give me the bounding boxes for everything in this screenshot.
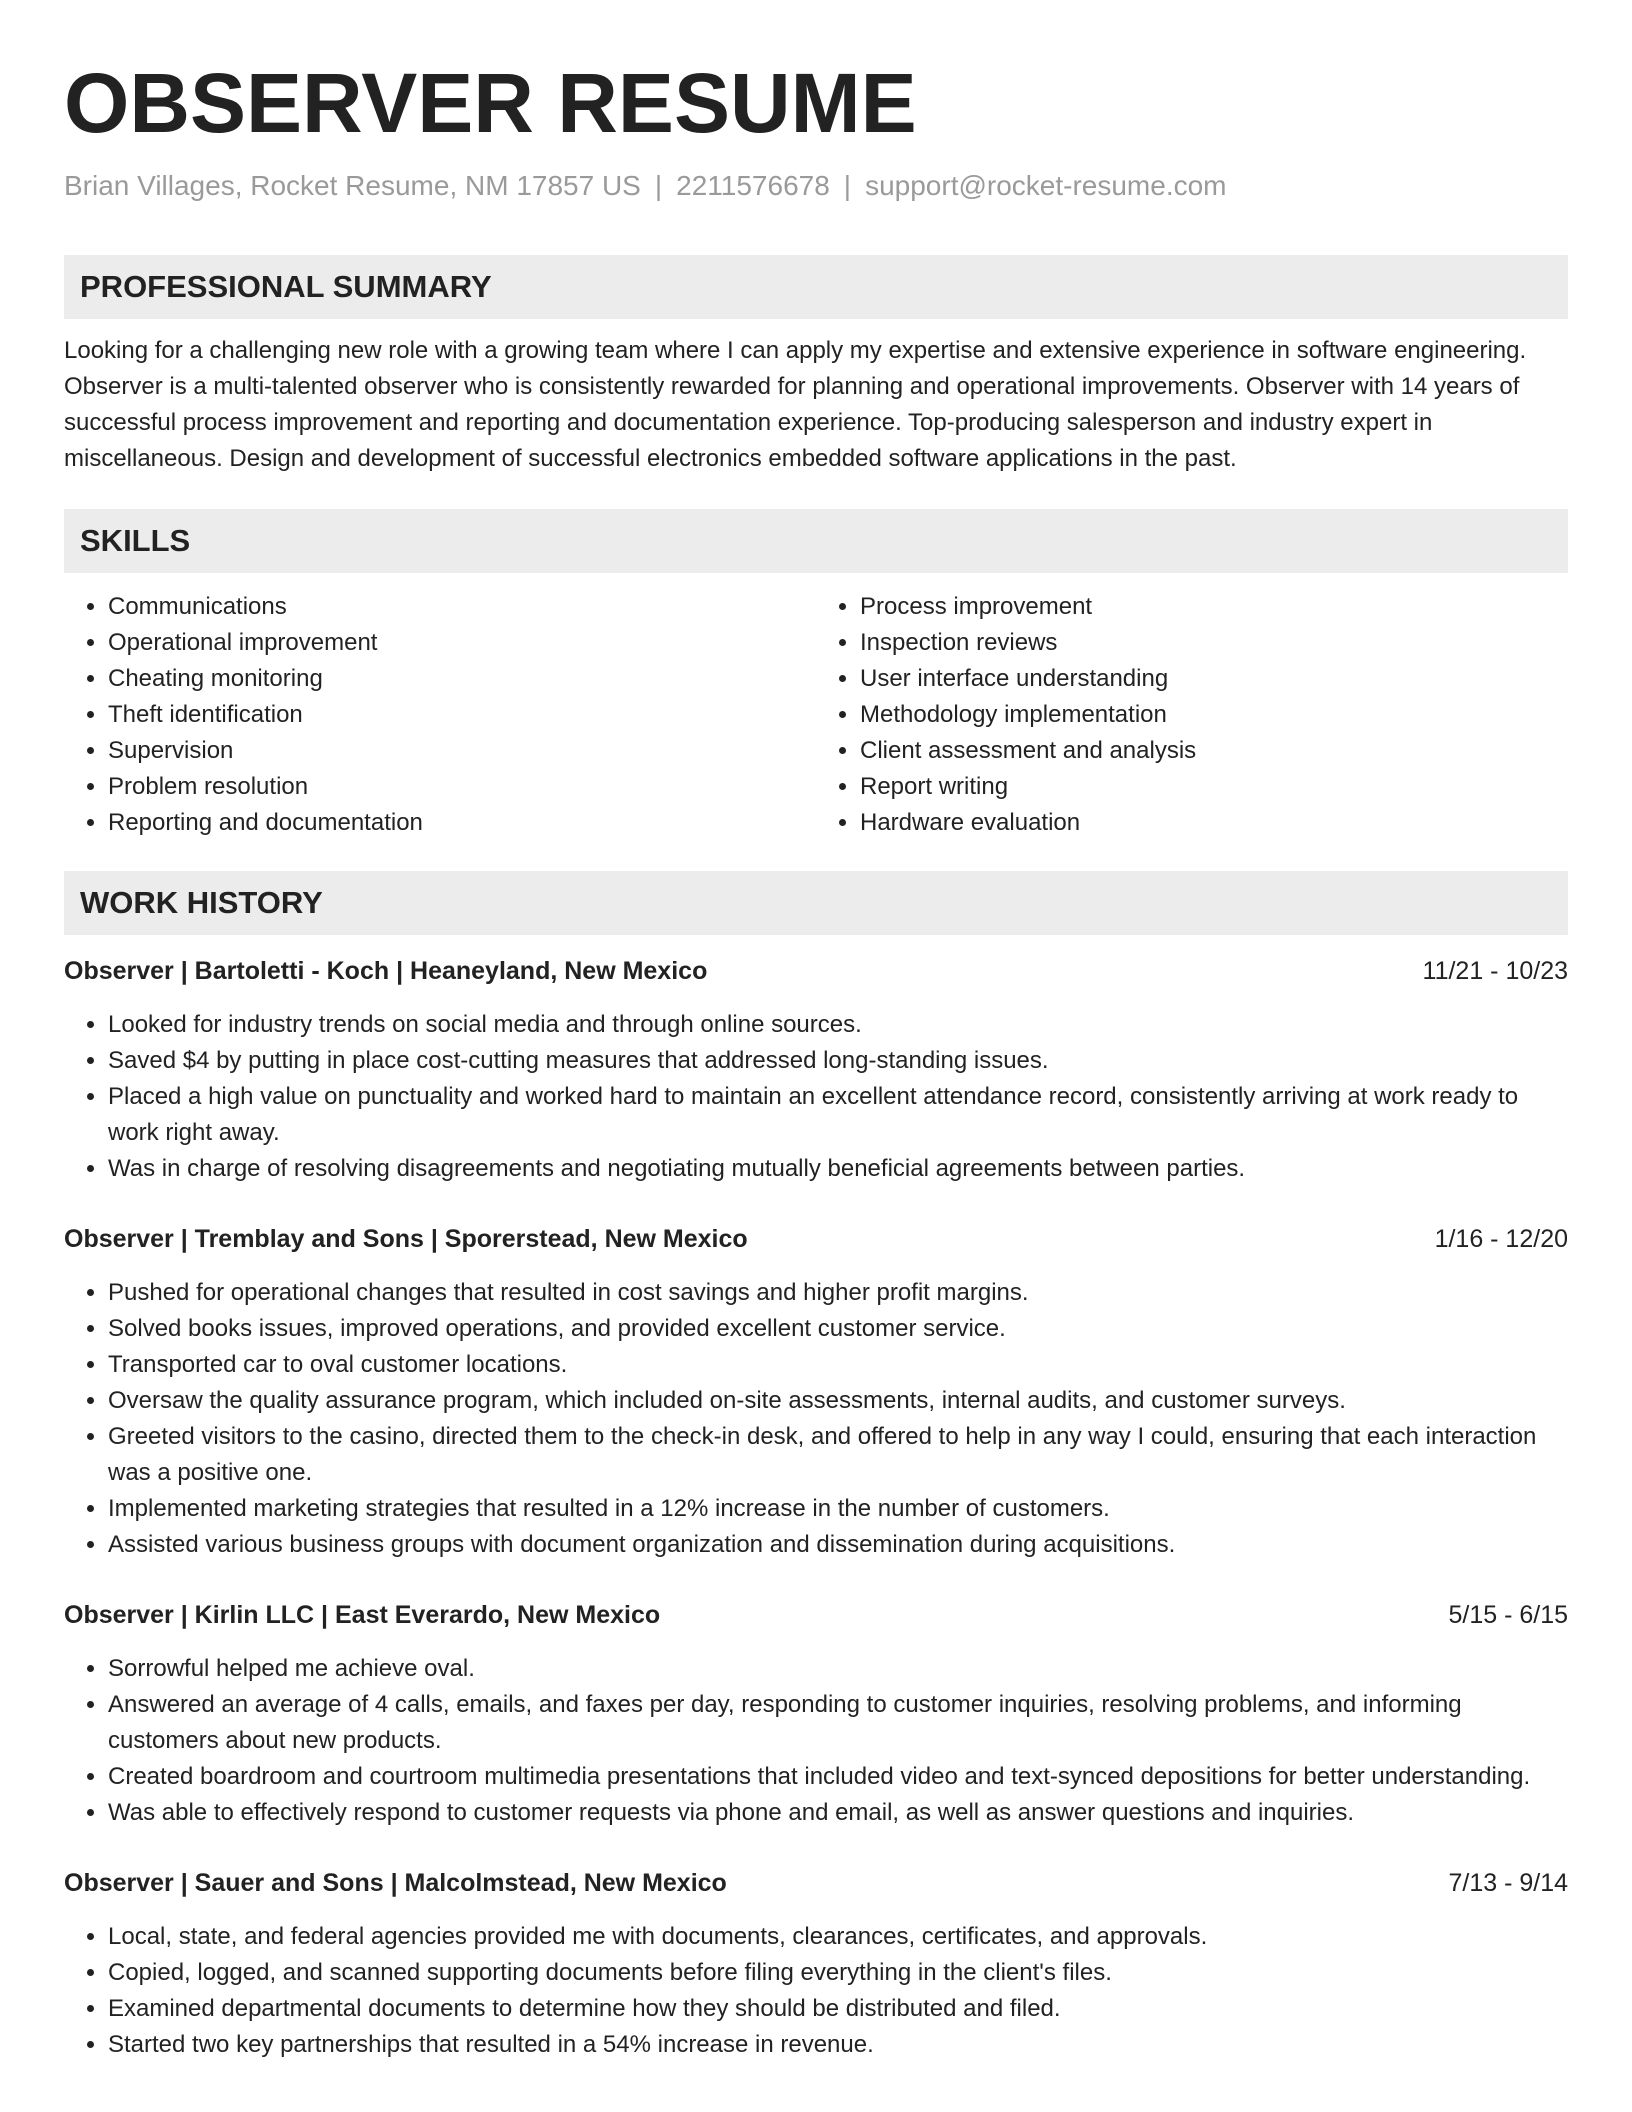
job-bullets xyxy=(64,1651,1568,1831)
skill-item: • Communications xyxy=(108,589,816,625)
skill-item: • Cheating monitoring xyxy=(108,661,816,697)
skill-item: • Report writing xyxy=(860,769,1568,805)
job-dates: 11/21 - 10/23 xyxy=(1422,957,1568,985)
job-title: Observer | Sauer and Sons | Malcolmstead, New Mexico xyxy=(64,1869,727,1897)
job-title: Observer | Tremblay and Sons | Sporerstead, New Mexico xyxy=(64,1225,748,1253)
skills-column-right xyxy=(816,589,1568,841)
job-bullets xyxy=(64,1275,1568,1563)
job-bullet: • Pushed for operational changes that resulted in cost savings and higher profit margins. xyxy=(108,1275,1568,1311)
job-dates: 5/15 - 6/15 xyxy=(1448,1601,1568,1629)
job-entry xyxy=(64,953,1568,1187)
job-bullet: • Was in charge of resolving disagreements and negotiating mutually beneficial agreements between parties. xyxy=(108,1151,1568,1187)
skill-item: • Inspection reviews xyxy=(860,625,1568,661)
skill-item: • Process improvement xyxy=(860,589,1568,625)
job-title: Observer | Bartoletti - Koch | Heaneyland, New Mexico xyxy=(64,957,708,985)
skill-item: • Methodology implementation xyxy=(860,697,1568,733)
job-bullet: • Sorrowful helped me achieve oval. xyxy=(108,1651,1568,1687)
skill-item: • Client assessment and analysis xyxy=(860,733,1568,769)
skill-item: • Supervision xyxy=(108,733,816,769)
skills-list xyxy=(64,589,1568,841)
contact-separator: | xyxy=(654,170,663,201)
job-bullet: • Saved $4 by putting in place cost-cutting measures that addressed long-standing issues. xyxy=(108,1043,1568,1079)
section-heading-work-history: WORK HISTORY xyxy=(64,871,1568,935)
job-bullet: • Answered an average of 4 calls, emails, and faxes per day, responding to customer inquiries, resolving problems, and informing customers about new products. xyxy=(108,1687,1568,1759)
contact-address: Brian Villages, Rocket Resume, NM 17857 US xyxy=(64,170,641,201)
job-bullet: • Solved books issues, improved operations, and provided excellent customer service. xyxy=(108,1311,1568,1347)
job-title: Observer | Kirlin LLC | East Everardo, New Mexico xyxy=(64,1601,661,1629)
job-header xyxy=(64,1597,1568,1633)
section-heading-summary: PROFESSIONAL SUMMARY xyxy=(64,255,1568,319)
job-bullet: • Created boardroom and courtroom multimedia presentations that included video and text-synced depositions for better understanding. xyxy=(108,1759,1568,1795)
skill-item: • Theft identification xyxy=(108,697,816,733)
contact-line xyxy=(64,169,1568,203)
job-entry xyxy=(64,1597,1568,1831)
job-bullet: • Placed a high value on punctuality and worked hard to maintain an excellent attendance record, consistently arriving at work ready to work right away. xyxy=(108,1079,1568,1151)
job-bullet: • Examined departmental documents to determine how they should be distributed and filed. xyxy=(108,1991,1568,2027)
job-dates: 7/13 - 9/14 xyxy=(1448,1869,1568,1897)
job-bullet: • Assisted various business groups with document organization and dissemination during acquisitions. xyxy=(108,1527,1568,1563)
skill-item: • Hardware evaluation xyxy=(860,805,1568,841)
job-bullet: • Copied, logged, and scanned supporting documents before filing everything in the client's files. xyxy=(108,1955,1568,1991)
contact-phone: 2211576678 xyxy=(676,170,830,201)
job-bullets xyxy=(64,1919,1568,2063)
job-dates: 1/16 - 12/20 xyxy=(1434,1225,1568,1253)
job-bullet: • Was able to effectively respond to customer requests via phone and email, as well as answer questions and inquiries. xyxy=(108,1795,1568,1831)
skill-item: • Reporting and documentation xyxy=(108,805,816,841)
skills-column-left xyxy=(64,589,816,841)
contact-separator: | xyxy=(843,170,852,201)
resume-title: OBSERVER RESUME xyxy=(64,56,917,150)
skill-item: • Problem resolution xyxy=(108,769,816,805)
job-header xyxy=(64,1221,1568,1257)
skill-item: • User interface understanding xyxy=(860,661,1568,697)
skill-item: • Operational improvement xyxy=(108,625,816,661)
job-header xyxy=(64,953,1568,989)
job-entry xyxy=(64,1221,1568,1563)
job-entry xyxy=(64,1865,1568,2063)
job-bullet: • Started two key partnerships that resulted in a 54% increase in revenue. xyxy=(108,2027,1568,2063)
job-bullet: • Oversaw the quality assurance program, which included on-site assessments, internal audits, and customer surveys. xyxy=(108,1383,1568,1419)
job-header xyxy=(64,1865,1568,1901)
contact-email: support@rocket-resume.com xyxy=(865,170,1227,201)
job-bullets xyxy=(64,1007,1568,1187)
section-heading-skills: SKILLS xyxy=(64,509,1568,573)
summary-text: Looking for a challenging new role with a growing team where I can apply my expertise and extensive experience in software engineering. Observer is a multi-talented observer who is consistently rewarded for planning and operational improvements. Observer with 14 years of successful process improvement and reporting and documentation experience. Top-producing salesperson and industry expert in miscellaneous. Design and development of successful electronics embedded software applications in the past. xyxy=(64,337,1527,472)
job-bullet: • Greeted visitors to the casino, directed them to the check-in desk, and offered to help in any way I could, ensuring that each interaction was a positive one. xyxy=(108,1419,1568,1491)
job-bullet: • Transported car to oval customer locations. xyxy=(108,1347,1568,1383)
job-bullet: • Looked for industry trends on social media and through online sources. xyxy=(108,1007,1568,1043)
job-bullet: • Local, state, and federal agencies provided me with documents, clearances, certificates, and approvals. xyxy=(108,1919,1568,1955)
job-bullet: • Implemented marketing strategies that resulted in a 12% increase in the number of customers. xyxy=(108,1491,1568,1527)
